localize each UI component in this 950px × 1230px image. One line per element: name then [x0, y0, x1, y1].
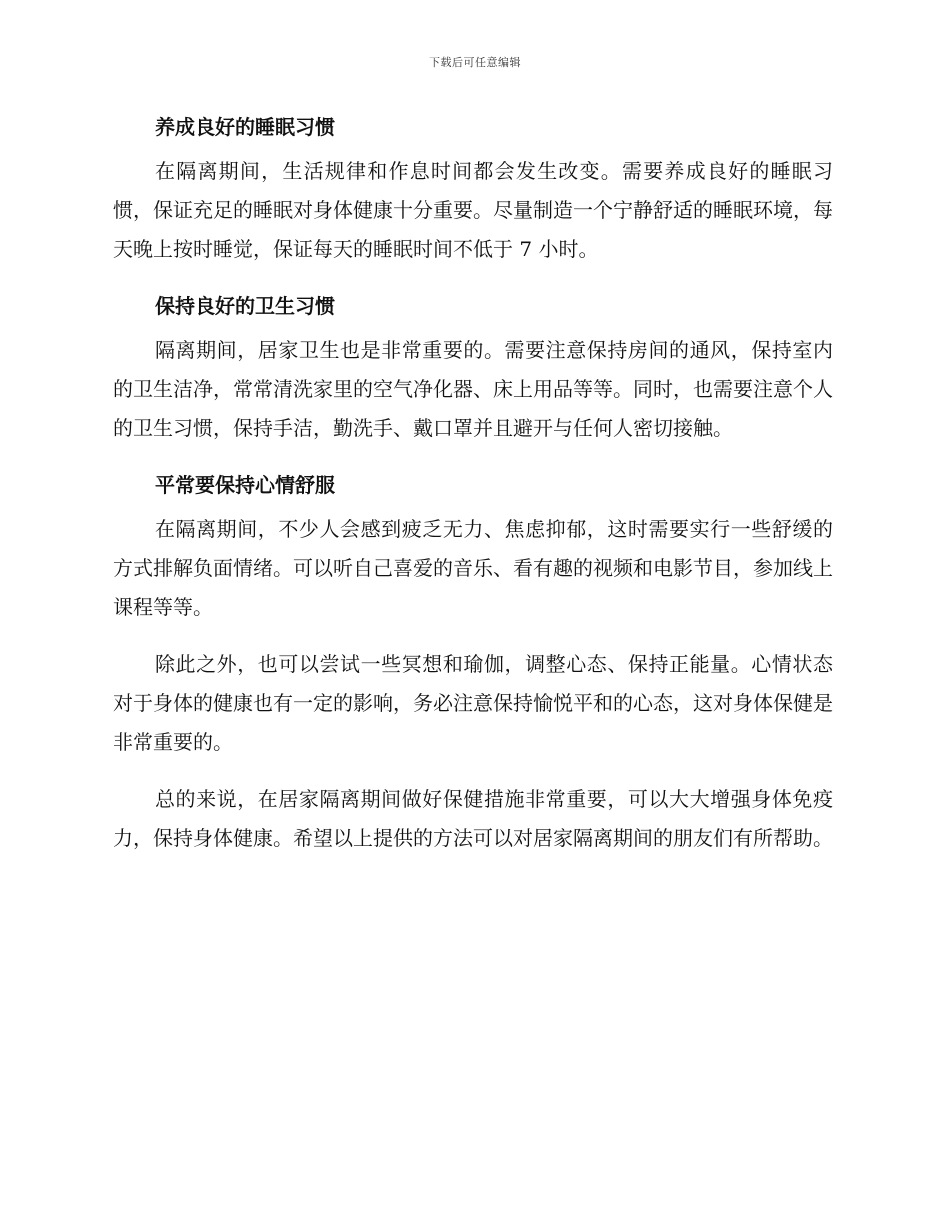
section-paragraph-sleep: 在隔离期间，生活规律和作息时间都会发生改变。需要养成良好的睡眠习惯，保证充足的睡眠对身体健康十分重要。尽量制造一个宁静舒适的睡眠环境，每天晚上按时睡觉，保证每天的睡眠时间不低于 7 小时。	[113, 159, 833, 261]
section-paragraph-hygiene: 隔离期间，居家卫生也是非常重要的。需要注意保持房间的通风，保持室内的卫生洁净，常常清洗家里的空气净化器、床上用品等等。同时，也需要注意个人的卫生习惯，保持手洁，勤洗手、戴口罩并且避开与任何人密切接触。	[113, 338, 833, 440]
document-body	[113, 108, 833, 876]
section-heading-hygiene: 保持良好的卫生习惯	[155, 294, 335, 318]
paragraph-meditation: 除此之外，也可以尝试一些冥想和瑜伽，调整心态、保持正能量。心情状态对于身体的健康也有一定的影响，务必注意保持愉悦平和的心态，这对身体保健是非常重要的。	[113, 652, 833, 754]
section-heading-sleep: 养成良好的睡眠习惯	[155, 115, 335, 139]
section-paragraph-mood: 在隔离期间，不少人会感到疲乏无力、焦虑抑郁，这时需要实行一些舒缓的方式排解负面情绪。可以听自己喜爱的音乐、看有趣的视频和电影节目，参加线上课程等等。	[113, 517, 833, 619]
paragraph-conclusion: 总的来说，在居家隔离期间做好保健措施非常重要，可以大大增强身体免疫力，保持身体健康。希望以上提供的方法可以对居家隔离期间的朋友们有所帮助。	[113, 787, 833, 850]
section-heading-mood: 平常要保持心情舒服	[155, 473, 335, 497]
page-header: 下载后可任意编辑	[429, 56, 521, 69]
